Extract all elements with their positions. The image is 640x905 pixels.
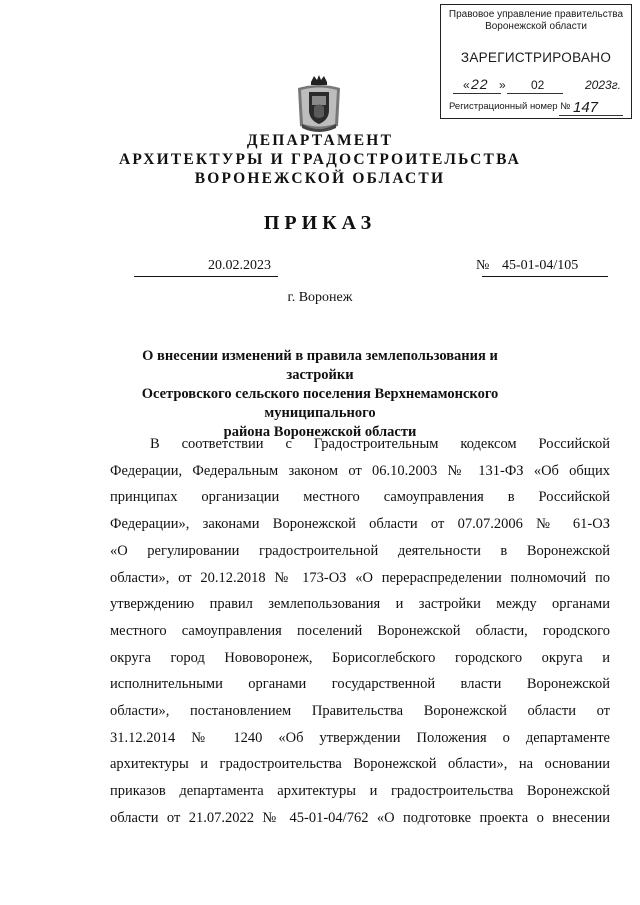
stamp-registered-label: ЗАРЕГИСТРИРОВАНО xyxy=(460,50,612,65)
stamp-org-line2: Воронежской области xyxy=(485,21,587,32)
stamp-month: 02 xyxy=(531,78,545,92)
stamp-organization xyxy=(441,9,631,33)
body-line: архитектуры и градостроительства Воронежской области», на основании xyxy=(110,756,610,773)
stamp-year: 2023г. xyxy=(585,78,621,92)
body-line: Федерации», законами Воронежской области от 07.07.2006 № 61-ОЗ xyxy=(110,516,610,533)
body-line: приказов департамента архитектуры и градостроительства Воронежской xyxy=(110,783,610,800)
body-line: области», постановлением Правительства Воронежской области от xyxy=(110,703,610,719)
stamp-day: 22 xyxy=(471,76,489,92)
department-line-2: АРХИТЕКТУРЫ И ГРАДОСТРОИТЕЛЬСТВА xyxy=(118,151,522,168)
stamp-month-underline xyxy=(507,93,563,94)
body-line: В соответствии с Градостроительным кодексом Российской xyxy=(150,436,610,452)
order-date-underline xyxy=(134,276,278,277)
order-number: 45-01-04/105 xyxy=(502,258,579,273)
stamp-day-underline xyxy=(453,93,501,94)
body-line: области от 21.07.2022 № 45-01-04/762 «О подготовке проекта о внесении xyxy=(110,809,610,826)
order-date: 20.02.2023 xyxy=(208,258,271,273)
voronezh-coat-of-arms-icon xyxy=(294,74,344,134)
stamp-reg-label: Регистрационный номер № xyxy=(449,101,571,112)
registration-stamp xyxy=(440,4,632,119)
stamp-reg-number: 147 xyxy=(573,99,599,116)
body-line: округа город Нововоронеж, Борисоглебского городского округа и xyxy=(110,649,610,666)
order-city: г. Воронеж xyxy=(287,290,353,305)
subject-line-1: О внесении изменений в правила землепользования и застройки xyxy=(142,348,498,383)
subject-line-3: района Воронежской области xyxy=(223,424,417,440)
stamp-date: « 22 » 02 2023г. xyxy=(463,76,621,92)
order-number-underline xyxy=(482,276,608,277)
body-line: 31.12.2014 № 1240 «Об утверждении Положения о департаменте xyxy=(110,729,610,746)
order-number-sign: № xyxy=(476,258,490,273)
order-title: ПРИКАЗ xyxy=(263,212,377,234)
stamp-org-line1: Правовое управление правительства xyxy=(448,9,624,20)
subject-line-2: Осетровского сельского поселения Верхнемамонского муниципального xyxy=(141,386,499,421)
body-line: исполнительными органами государственной власти Воронежской xyxy=(110,676,610,693)
body-line: Федерации, Федеральным законом от 06.10.2003 № 131-ФЗ «Об общих xyxy=(110,462,610,479)
body-line: принципах организации местного самоуправления в Российской xyxy=(110,489,610,506)
body-line: утверждению правил землепользования и застройки между органами xyxy=(110,596,610,613)
stamp-reg-underline xyxy=(559,115,623,116)
order-subject xyxy=(120,347,520,442)
body-line: области», от 20.12.2018 № 173-ОЗ «О перераспределении полномочий по xyxy=(110,569,610,586)
body-line: «О регулировании градостроительной деятельности в Воронежской xyxy=(110,542,610,559)
body-line: местного самоуправления поселений Воронежской области, городского xyxy=(110,622,610,639)
department-line-3: ВОРОНЕЖСКОЙ ОБЛАСТИ xyxy=(194,170,446,187)
department-line-1: ДЕПАРТАМЕНТ xyxy=(246,132,394,149)
